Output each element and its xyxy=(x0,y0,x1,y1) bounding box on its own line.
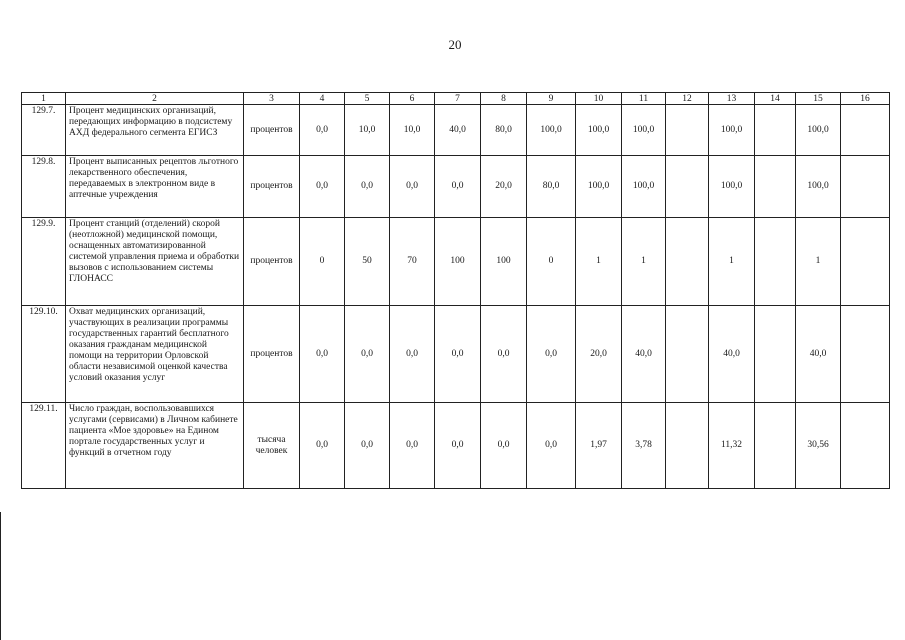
value-cell: 50 xyxy=(345,218,390,306)
indicator-number: 129.7. xyxy=(22,105,66,156)
indicator-name: Охват медицинских организаций, участвующих в реализации программы государственных гарантий бесплатного оказания гражданам медицинской помощи на территории Орловской области независимой оценкой качества условий оказания услуг xyxy=(66,306,244,403)
indicator-number: 129.10. xyxy=(22,306,66,403)
value-cell xyxy=(666,156,709,218)
value-cell xyxy=(755,156,796,218)
column-number: 3 xyxy=(244,93,300,105)
value-cell xyxy=(666,403,709,489)
value-cell: 80,0 xyxy=(527,156,576,218)
value-cell: 0 xyxy=(527,218,576,306)
column-number: 16 xyxy=(841,93,890,105)
column-number: 5 xyxy=(345,93,390,105)
value-cell xyxy=(755,218,796,306)
indicator-number: 129.11. xyxy=(22,403,66,489)
value-cell xyxy=(666,218,709,306)
value-cell: 0,0 xyxy=(390,403,435,489)
indicator-number: 129.9. xyxy=(22,218,66,306)
column-number: 13 xyxy=(709,93,755,105)
column-number: 10 xyxy=(576,93,622,105)
value-cell: 80,0 xyxy=(481,105,527,156)
unit-of-measure: процентов xyxy=(244,105,300,156)
value-cell xyxy=(841,218,890,306)
value-cell: 0,0 xyxy=(527,403,576,489)
column-number: 9 xyxy=(527,93,576,105)
value-cell: 20,0 xyxy=(481,156,527,218)
column-number: 11 xyxy=(622,93,666,105)
value-cell xyxy=(841,105,890,156)
table-row xyxy=(22,403,890,489)
value-cell xyxy=(841,403,890,489)
value-cell: 0,0 xyxy=(345,156,390,218)
indicator-name: Процент выписанных рецептов льготного лекарственного обеспечения, передаваемых в электронном виде в аптечные учреждения xyxy=(66,156,244,218)
value-cell: 100 xyxy=(435,218,481,306)
value-cell: 0,0 xyxy=(390,306,435,403)
value-cell: 20,0 xyxy=(576,306,622,403)
table-row xyxy=(22,218,890,306)
value-cell: 1 xyxy=(796,218,841,306)
value-cell: 10,0 xyxy=(390,105,435,156)
value-cell: 0,0 xyxy=(435,306,481,403)
value-cell: 0,0 xyxy=(345,306,390,403)
value-cell xyxy=(755,306,796,403)
value-cell: 3,78 xyxy=(622,403,666,489)
value-cell xyxy=(841,306,890,403)
table-row xyxy=(22,156,890,218)
value-cell xyxy=(666,105,709,156)
value-cell: 100,0 xyxy=(796,105,841,156)
value-cell: 40,0 xyxy=(622,306,666,403)
column-number: 1 xyxy=(22,93,66,105)
value-cell: 100,0 xyxy=(527,105,576,156)
indicator-name: Процент медицинских организаций, передающих информацию в подсистему АХД федерального сегмента ЕГИСЗ xyxy=(66,105,244,156)
value-cell xyxy=(666,306,709,403)
value-cell: 0,0 xyxy=(345,403,390,489)
unit-of-measure: процентов xyxy=(244,156,300,218)
value-cell: 40,0 xyxy=(709,306,755,403)
value-cell: 0,0 xyxy=(481,403,527,489)
value-cell: 100,0 xyxy=(709,156,755,218)
value-cell: 1 xyxy=(622,218,666,306)
unit-of-measure: процентов xyxy=(244,218,300,306)
page-number: 20 xyxy=(448,37,462,52)
value-cell: 70 xyxy=(390,218,435,306)
margin-rule xyxy=(0,512,1,640)
table-row xyxy=(22,306,890,403)
value-cell: 100,0 xyxy=(576,105,622,156)
column-number: 8 xyxy=(481,93,527,105)
table-row xyxy=(22,105,890,156)
value-cell: 100,0 xyxy=(709,105,755,156)
value-cell: 0,0 xyxy=(527,306,576,403)
value-cell: 0,0 xyxy=(300,156,345,218)
value-cell: 40,0 xyxy=(796,306,841,403)
value-cell: 10,0 xyxy=(345,105,390,156)
column-number: 14 xyxy=(755,93,796,105)
unit-of-measure: тысяча человек xyxy=(244,403,300,489)
value-cell xyxy=(841,156,890,218)
value-cell: 0,0 xyxy=(300,403,345,489)
value-cell: 0,0 xyxy=(435,403,481,489)
value-cell: 0,0 xyxy=(390,156,435,218)
column-number: 6 xyxy=(390,93,435,105)
value-cell: 100,0 xyxy=(622,156,666,218)
column-number: 4 xyxy=(300,93,345,105)
value-cell: 100,0 xyxy=(796,156,841,218)
value-cell: 0,0 xyxy=(300,306,345,403)
value-cell: 100,0 xyxy=(576,156,622,218)
unit-of-measure: процентов xyxy=(244,306,300,403)
value-cell: 40,0 xyxy=(435,105,481,156)
value-cell: 0 xyxy=(300,218,345,306)
value-cell: 0,0 xyxy=(481,306,527,403)
value-cell: 1,97 xyxy=(576,403,622,489)
column-number: 7 xyxy=(435,93,481,105)
column-number: 2 xyxy=(66,93,244,105)
value-cell: 1 xyxy=(576,218,622,306)
column-number: 12 xyxy=(666,93,709,105)
value-cell: 1 xyxy=(709,218,755,306)
value-cell: 30,56 xyxy=(796,403,841,489)
column-number-row xyxy=(22,93,890,105)
indicator-table xyxy=(21,92,890,489)
indicator-name: Процент станций (отделений) скорой (неотложной) медицинской помощи, оснащенных автоматизированной системой управления приема и обработки вызовов с использованием системы ГЛОНАСС xyxy=(66,218,244,306)
value-cell: 0,0 xyxy=(300,105,345,156)
indicator-name: Число граждан, воспользовавшихся услугами (сервисами) в Личном кабинете пациента «Мое здоровье» на Едином портале государственных услуг и функций в отчетном году xyxy=(66,403,244,489)
value-cell: 11,32 xyxy=(709,403,755,489)
indicator-number: 129.8. xyxy=(22,156,66,218)
value-cell: 100,0 xyxy=(622,105,666,156)
value-cell xyxy=(755,105,796,156)
value-cell xyxy=(755,403,796,489)
value-cell: 100 xyxy=(481,218,527,306)
value-cell: 0,0 xyxy=(435,156,481,218)
column-number: 15 xyxy=(796,93,841,105)
